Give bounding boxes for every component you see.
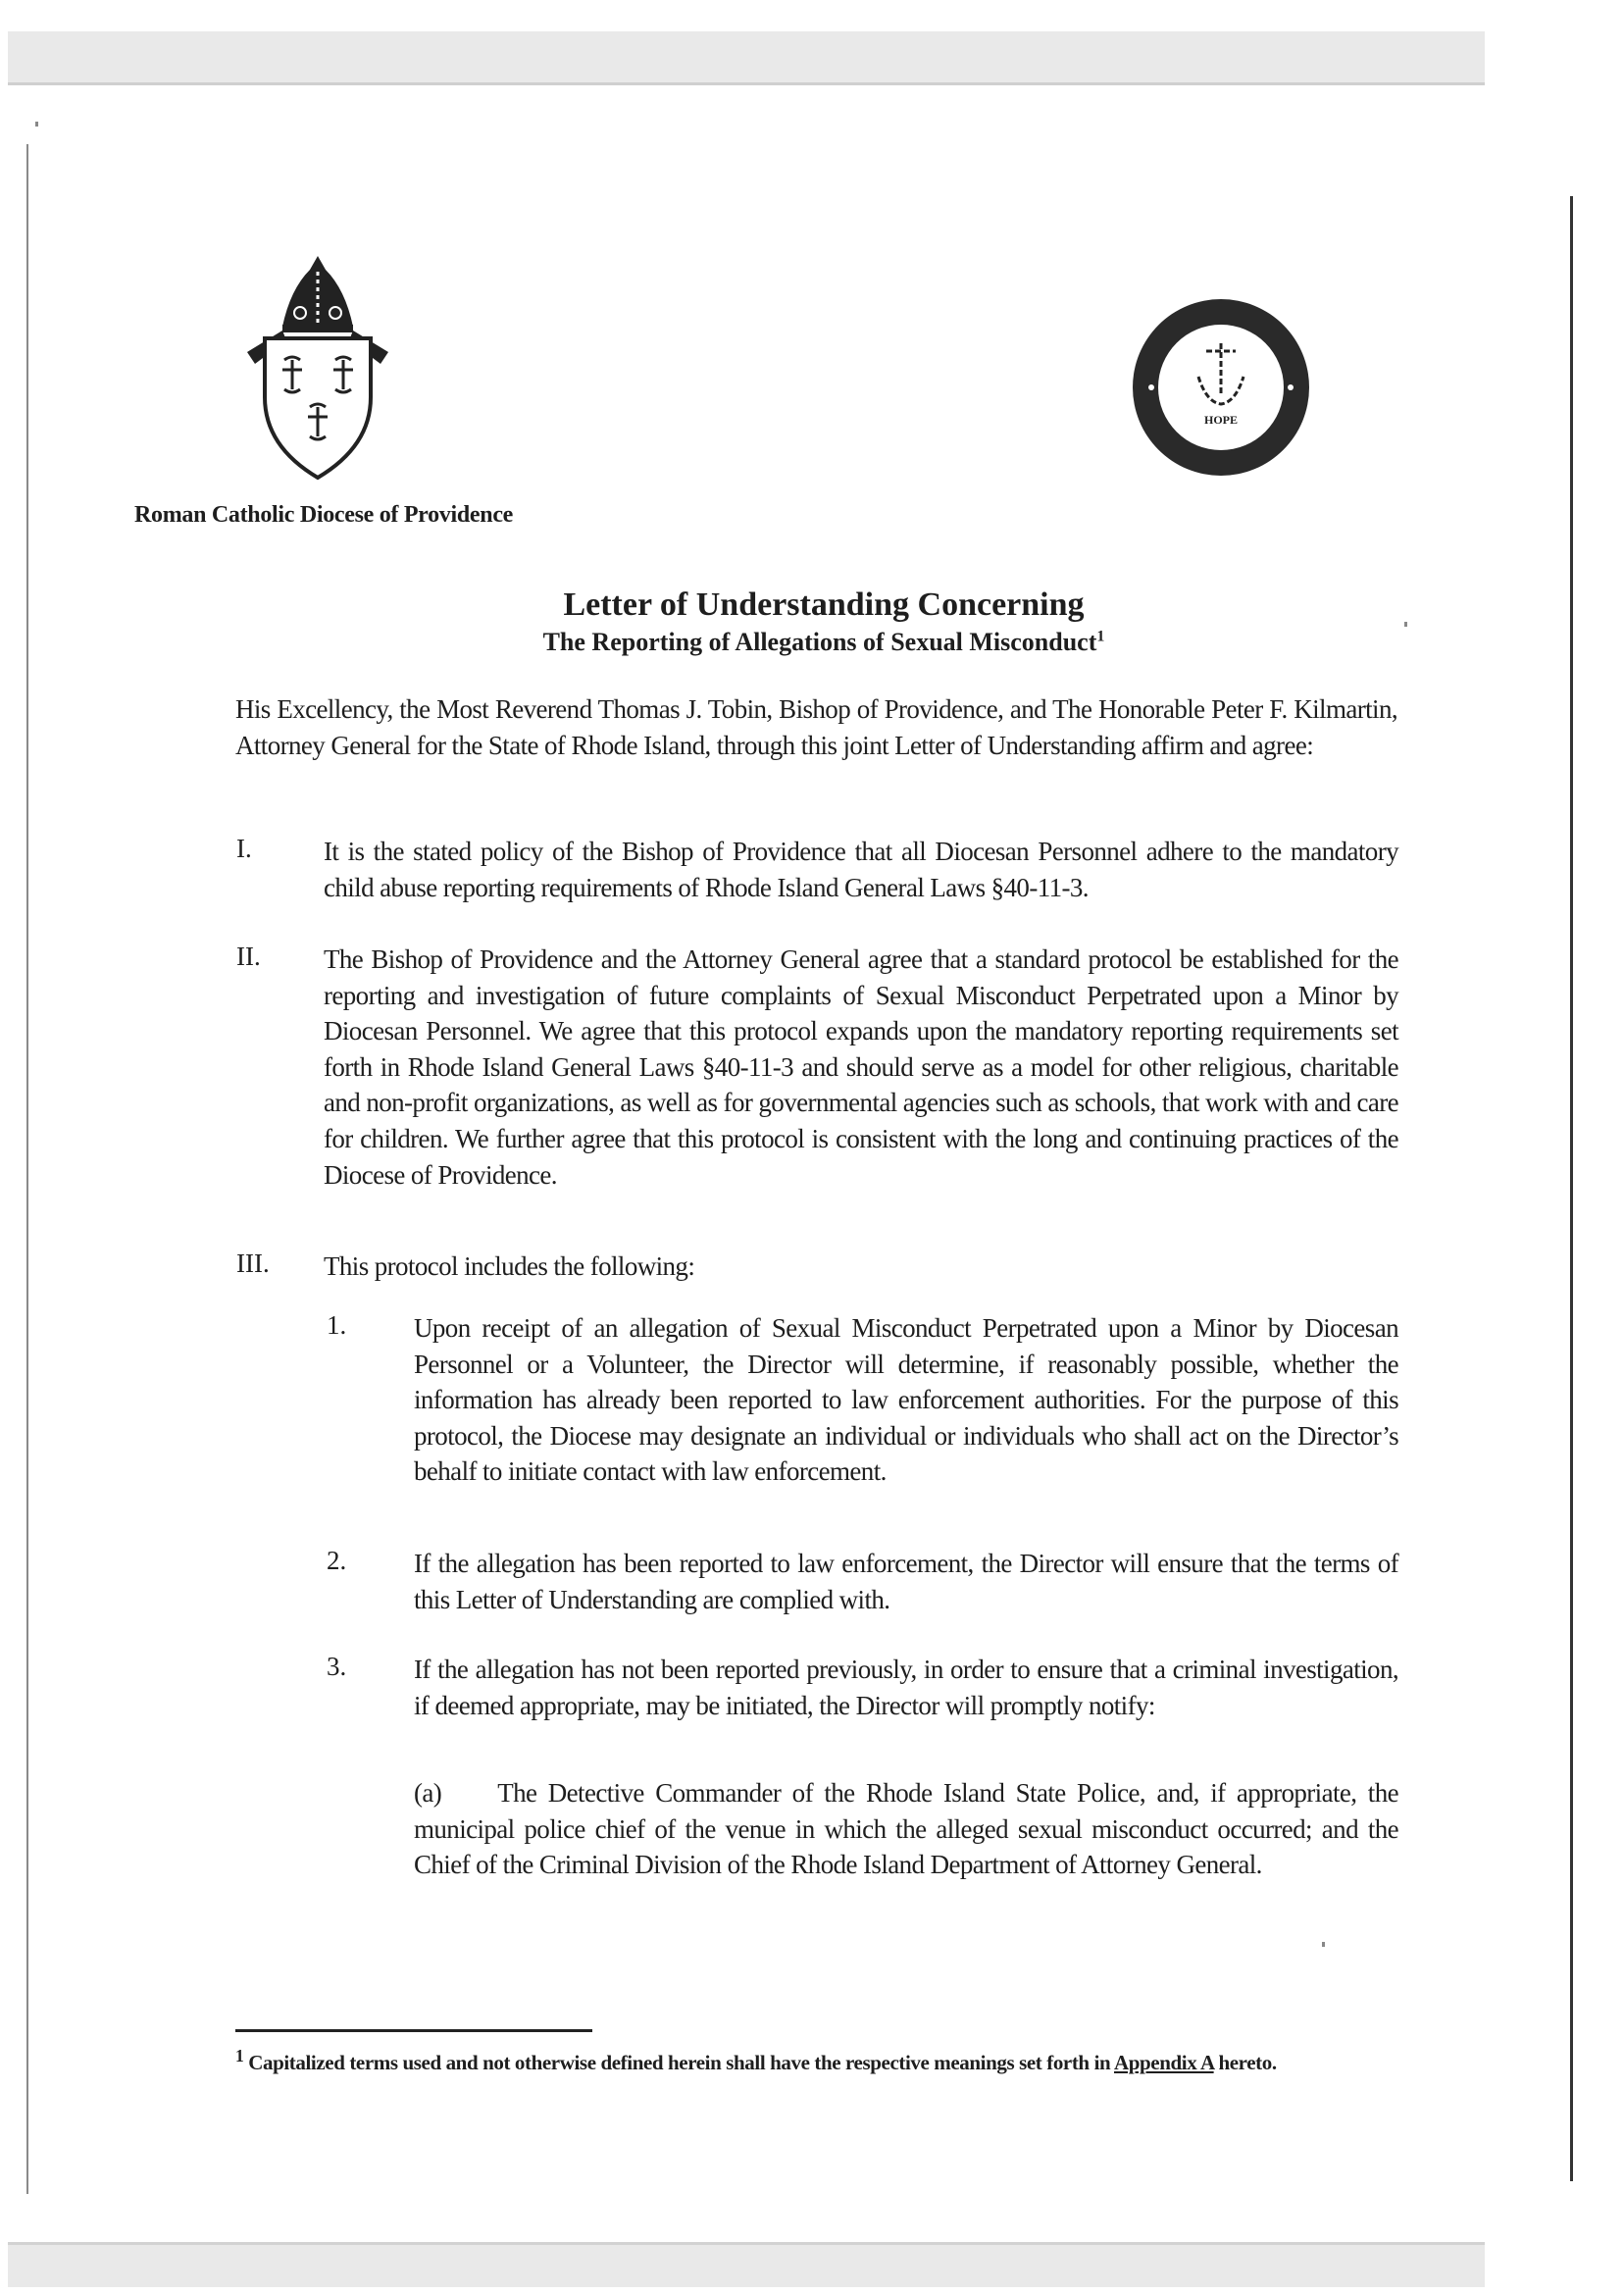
footnote-divider: [235, 2029, 592, 2032]
footnote-text-end: hereto.: [1213, 2051, 1277, 2074]
item-2-text: If the allegation has been reported to law enforcement, the Director will ensure that the terms of this Letter of Understanding are complied with.: [414, 1549, 1398, 1614]
document-subtitle: [12, 628, 1624, 657]
item-number: 2.: [327, 1546, 347, 1575]
section-iii-text: This protocol includes the following:: [324, 1251, 695, 1281]
scan-speck: [1404, 622, 1407, 627]
scan-left-edge-line: [26, 144, 28, 2194]
scan-speck: [1322, 1942, 1325, 1947]
section-numeral: I.: [236, 834, 252, 863]
footnote-text: Capitalized terms used and not otherwise defined herein shall have the respective meanings set forth in: [243, 2051, 1114, 2074]
document-title: Letter of Understanding Concerning: [563, 586, 1085, 623]
scan-top-band: [8, 31, 1485, 85]
appendix-a-link[interactable]: Appendix A: [1113, 2051, 1214, 2074]
svg-text:HOPE: HOPE: [1203, 413, 1239, 427]
subitem-a-text: The Detective Commander of the Rhode Island State Police, and, if appropriate, the municipal police chief of the venue in which the alleged sexual misconduct occurred; and the Chief of the Criminal Division of the Rhode Island Department of Attorney General.: [414, 1778, 1398, 1880]
section-i-text: It is the stated policy of the Bishop of Providence that all Diocesan Personnel adhere to the mandatory child abuse reporting requirements of Rhode Island General Laws §40-11-3.: [324, 837, 1398, 902]
footnote-marker: 1: [235, 2046, 244, 2065]
section-numeral: II.: [236, 942, 261, 971]
item-number: 1.: [327, 1310, 347, 1340]
item-3-text: If the allegation has not been reported previously, in order to ensure that a criminal investigation, if deemed appropriate, may be initiated, the Director will promptly notify:: [414, 1655, 1398, 1720]
diocese-coat-of-arms-icon: [235, 250, 400, 485]
section-ii-text: The Bishop of Providence and the Attorney General agree that a standard protocol be established for the reporting and investigation of future complaints of Sexual Misconduct Perpetrated upon a Minor by Diocesan Personnel. We agree that this protocol expands upon the mandatory reporting requirements set forth in Rhode Island General Laws §40-11-3 and should serve as a model for other religious, charitable and non-profit organizations, as well as for governmental agencies such as schools, that work with and care for children. We further agree that this protocol is consistent with the long and continuing practices of the Diocese of Providence.: [324, 944, 1398, 1190]
footnote-ref: 1: [1096, 628, 1105, 645]
footnote: [235, 2040, 1393, 2078]
subitem-label: (a): [414, 1778, 442, 1808]
attorney-general-rhode-island-seal-icon: [1130, 296, 1312, 479]
scan-bottom-band: [8, 2242, 1485, 2287]
subtitle-text: The Reporting of Allegations of Sexual Misconduct: [542, 628, 1097, 656]
scan-right-edge-line: [1570, 196, 1573, 2181]
diocese-name: Roman Catholic Diocese of Providence: [134, 502, 514, 528]
item-number: 3.: [327, 1652, 347, 1681]
item-1-text: Upon receipt of an allegation of Sexual Misconduct Perpetrated upon a Minor by Diocesan Personnel or a Volunteer, the Director will determine, if reasonably possible, whether the information has already been reported to law enforcement authorities. For the purpose of this protocol, the Diocese may designate an individual or individuals who shall act on the Director’s behalf to initiate contact with law enforcement.: [414, 1313, 1398, 1487]
scan-speck: [35, 122, 38, 127]
section-numeral: III.: [236, 1249, 270, 1278]
intro-paragraph: His Excellency, the Most Reverend Thomas J. Tobin, Bishop of Providence, and The Honorable Peter F. Kilmartin, Attorney General for the State of Rhode Island, through this joint Letter of Understanding affirm and agree:: [235, 694, 1397, 760]
subitem-a: [414, 1775, 1398, 1883]
